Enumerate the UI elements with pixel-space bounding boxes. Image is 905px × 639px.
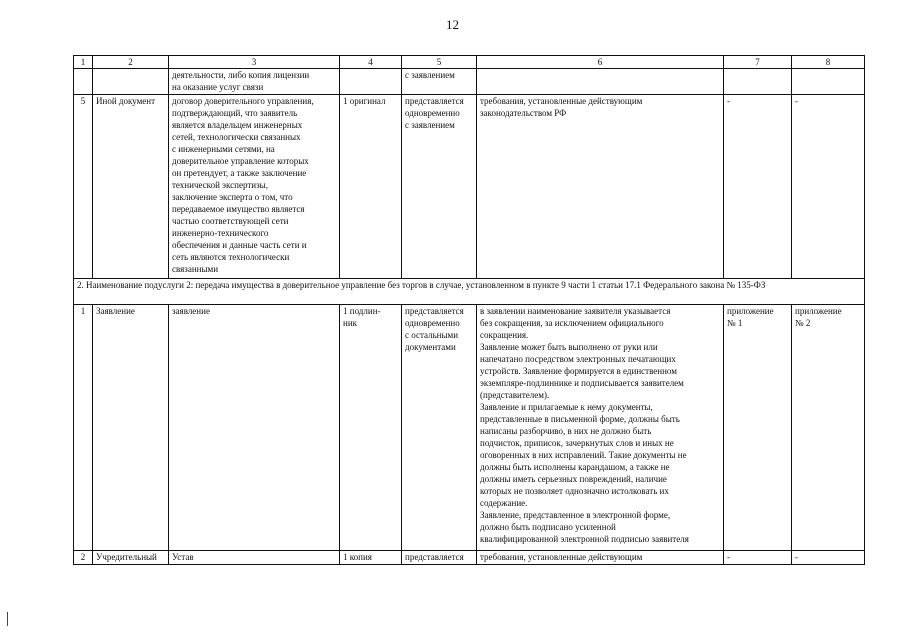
scan-margin-mark: [7, 612, 8, 626]
header-cell: 6: [477, 56, 724, 69]
document-name: договор доверительного управления, подтверждающий, что заявитель является владельцем инженерных сетей, технологически связанных с инженерными сетями, на доверительное управление которых он претендует, а также заключение технической экспертизы, заключение эксперта о том, что передаваемое имущество является частью соответствующей сети инженерно-технического обеспечения и данные часть сети и сеть являются технологически связанными: [169, 95, 340, 279]
documents-table: [73, 55, 865, 565]
header-cell: 5: [402, 56, 477, 69]
table-cell: [724, 69, 792, 95]
table-row: [74, 69, 865, 95]
section-title: 2. Наименование подуслуги 2: передача имущества в доверительное управление без торгов в случае, установленном в пункте 9 части 1 статьи 17.1 Федерального закона № 135-ФЗ: [74, 279, 865, 305]
table-row: [74, 551, 865, 565]
form-template: приложение № 1: [724, 305, 792, 551]
table-row: [74, 305, 865, 551]
document-category: Учредительный: [93, 551, 169, 565]
form-sample: приложение № 2: [792, 305, 865, 551]
document-name: Устав: [169, 551, 340, 565]
section-row: [74, 279, 865, 305]
submission-condition: представляется одновременно с заявлением: [402, 95, 477, 279]
table-cell: деятельности, либо копия лицензии на оказание услуг связи: [169, 69, 340, 95]
header-cell: 1: [74, 56, 93, 69]
form-template: -: [724, 551, 792, 565]
table-cell: [340, 69, 402, 95]
document-count: 1 подлин- ник: [340, 305, 402, 551]
table-cell: [93, 69, 169, 95]
header-cell: 3: [169, 56, 340, 69]
table-header-row: [74, 56, 865, 69]
header-cell: 7: [724, 56, 792, 69]
form-sample: -: [792, 551, 865, 565]
row-number: 1: [74, 305, 93, 551]
document-category: Заявление: [93, 305, 169, 551]
document-count: 1 копия: [340, 551, 402, 565]
row-number: 2: [74, 551, 93, 565]
table-cell: [74, 69, 93, 95]
form-template: -: [724, 95, 792, 279]
header-cell: 2: [93, 56, 169, 69]
document-requirements: требования, установленные действующим: [477, 551, 724, 565]
header-cell: 4: [340, 56, 402, 69]
form-sample: -: [792, 95, 865, 279]
table-cell: [792, 69, 865, 95]
document-count: 1 оригинал: [340, 95, 402, 279]
document-name: заявление: [169, 305, 340, 551]
row-number: 5: [74, 95, 93, 279]
table-cell: с заявлением: [402, 69, 477, 95]
submission-condition: представляется одновременно с остальными документами: [402, 305, 477, 551]
table-row: [74, 95, 865, 279]
document-requirements: требования, установленные действующим законодательством РФ: [477, 95, 724, 279]
table-cell: [477, 69, 724, 95]
document-requirements: в заявлении наименование заявителя указывается без сокращения, за исключением официального сокращения. Заявление может быть выполнено от руки или напечатано посредством электронных печатающих устройств. Заявление формируется в единственном экземпляре-подлиннике и подписывается заявителем (представителем). Заявление и прилагаемые к нему документы, представленные в письменной форме, должны быть написаны разборчиво, в них не должно быть подчисток, приписок, зачеркнутых слов и иных не оговоренных в них исправлений. Такие документы не должны быть исполнены карандашом, а также не должны иметь серьезных повреждений, наличие которых не позволяет однозначно истолковать их содержание. Заявление, представленное в электронной форме, должно быть подписано усиленной квалифицированной электронной подписью заявителя: [477, 305, 724, 551]
page-number: 12: [446, 17, 459, 32]
submission-condition: представляется: [402, 551, 477, 565]
header-cell: 8: [792, 56, 865, 69]
document-category: Иной документ: [93, 95, 169, 279]
